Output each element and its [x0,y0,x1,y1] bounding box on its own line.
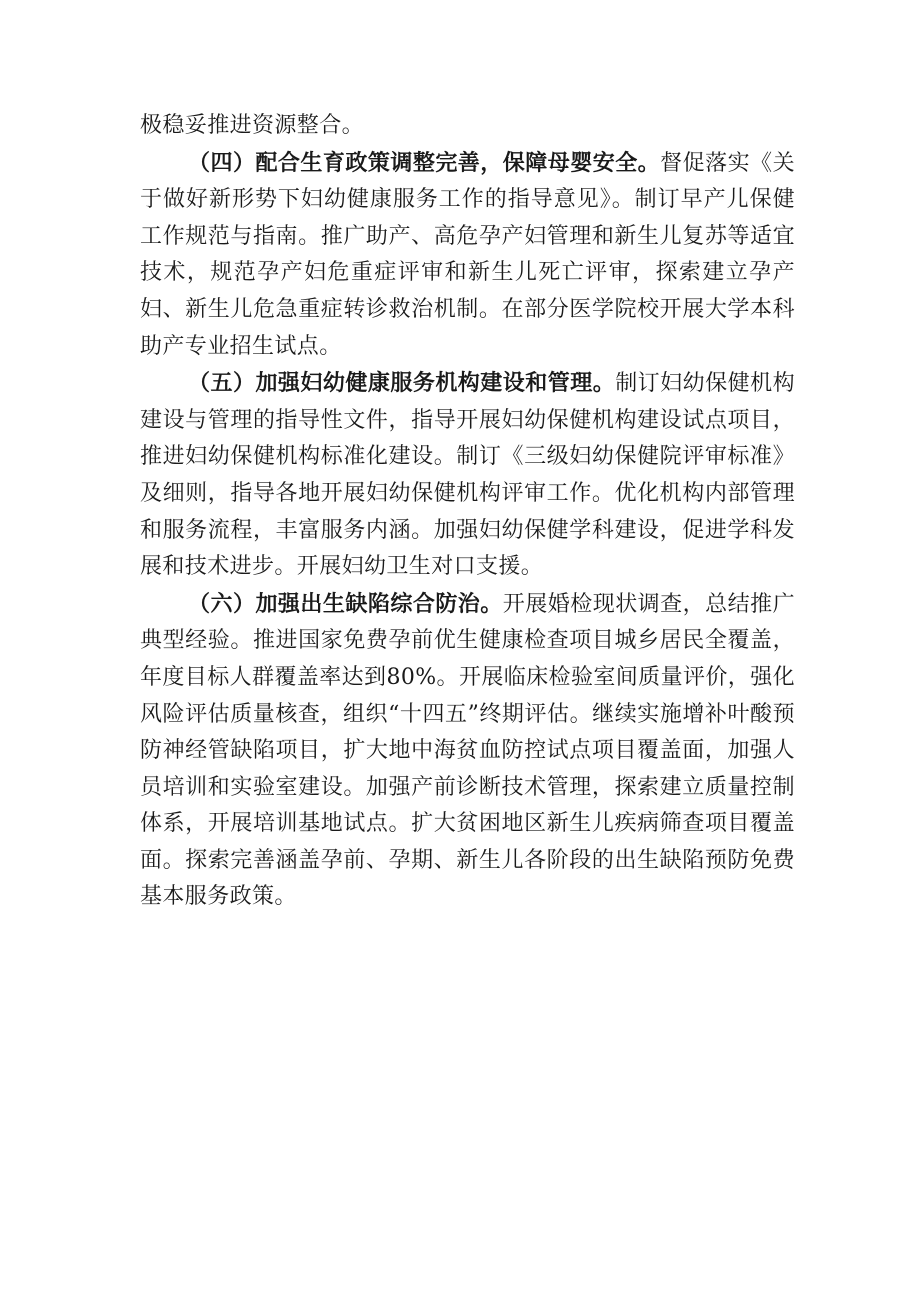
paragraph-section-4 [140,145,795,366]
section-heading: （四）配合生育政策调整完善，保障母婴安全。 [188,149,661,176]
section-heading: （六）加强出生缺陷综合防治。 [188,590,503,617]
document-page [140,108,795,916]
paragraph-text: 极稳妥推进资源整合。 [140,113,365,138]
paragraph-continuation [140,108,795,145]
paragraph-text: 开展婚检现状调查，总结推广典型经验。推进国家免费孕前优生健康检查项目城乡居民全覆盖，年度目标人群覆盖率达到80%。开展临床检验室间质量评价，强化风险评估质量核查，组织“十四五”终期评估。继续实施增补叶酸预防神经管缺陷项目，扩大地中海贫血防控试点项目覆盖面，加强人员培训和实验室建设。加强产前诊断技术管理，探索建立质量控制体系，开展培训基地试点。扩大贫困地区新生儿疾病筛查项目覆盖面。探索完善涵盖孕前、孕期、新生儿各阶段的出生缺陷预防免费基本服务政策。 [140,591,795,910]
paragraph-text: 督促落实《关于做好新形势下妇幼健康服务工作的指导意见》。制订早产儿保健工作规范与指南。推广助产、高危孕产妇管理和新生儿复苏等适宜技术，规范孕产妇危重症评审和新生儿死亡评审，探索建立孕产妇、新生儿危急重症转诊救治机制。在部分医学院校开展大学本科助产专业招生试点。 [140,150,795,359]
paragraph-section-5 [140,365,795,586]
paragraph-section-6 [140,586,795,916]
paragraph-text: 制订妇幼保健机构建设与管理的指导性文件，指导开展妇幼保健机构建设试点项目，推进妇幼保健机构标准化建设。制订《三级妇幼保健院评审标准》及细则，指导各地开展妇幼保健机构评审工作。优化机构内部管理和服务流程，丰富服务内涵。加强妇幼保健学科建设，促进学科发展和技术进步。开展妇幼卫生对口支援。 [140,371,795,580]
section-heading: （五）加强妇幼健康服务机构建设和管理。 [188,370,616,397]
